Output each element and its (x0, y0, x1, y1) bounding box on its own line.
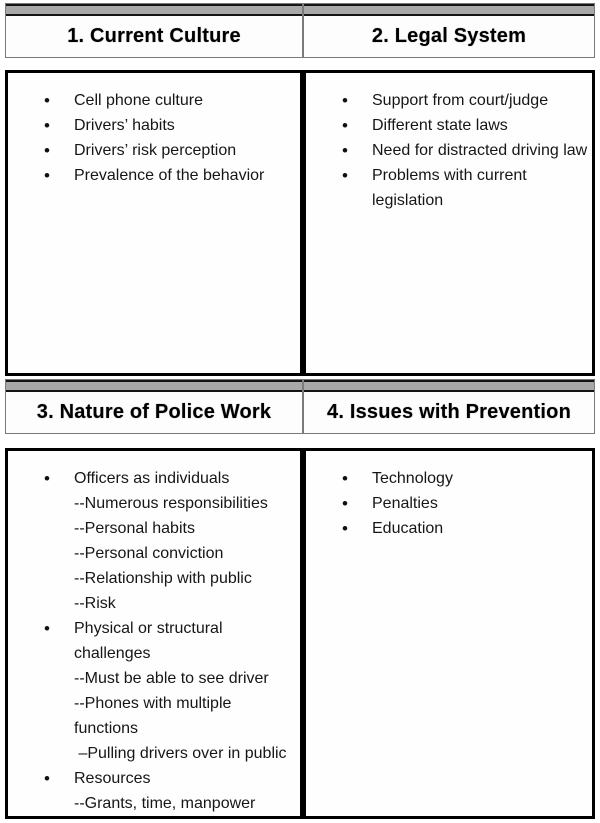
gray-accent-bar (304, 4, 594, 16)
sub-item-text: --Must be able to see driver (74, 670, 269, 687)
content-cell-nature-of-police-work (5, 448, 303, 819)
list-item-text (372, 138, 587, 163)
list-item (342, 138, 588, 163)
bullet-icon: • (44, 91, 50, 110)
list-item (44, 766, 296, 816)
section-title-issues-with-prevention: 4. Issues with Prevention (327, 401, 571, 423)
bullet-icon: • (342, 116, 348, 135)
list-item-main-text: Prevalence of the behavior (74, 167, 265, 184)
sub-item-text: --Personal habits (74, 520, 195, 537)
content-cell-issues-with-prevention (303, 448, 595, 819)
list-item (342, 491, 588, 516)
sub-item-text: --Grants, time, manpower (74, 795, 256, 812)
list-item-text (372, 88, 548, 113)
section-title-nature-of-police-work: 3. Nature of Police Work (36, 401, 272, 423)
list-item (44, 138, 296, 163)
gray-accent-bar (6, 4, 302, 16)
sub-item-text: –Pulling drivers over in public (74, 745, 287, 762)
list-item-text (372, 491, 438, 516)
bullet-list-legal-system (342, 88, 588, 213)
list-item-main-text: Education (372, 520, 444, 537)
list-item (44, 88, 296, 113)
list-item-text (372, 516, 443, 541)
list-item-text (74, 466, 268, 616)
bullet-icon: • (44, 619, 50, 638)
gray-accent-bar (304, 380, 594, 392)
bullet-icon: • (342, 141, 348, 160)
list-item-main-text: Penalties (372, 495, 438, 512)
list-item (44, 616, 296, 766)
bullet-icon: • (44, 166, 50, 185)
header-cell-legal-system (303, 3, 595, 58)
list-item (342, 516, 588, 541)
list-item-text (74, 113, 175, 138)
list-item (342, 113, 588, 138)
list-item-text (74, 766, 255, 816)
list-item (44, 113, 296, 138)
list-item-text (372, 113, 508, 138)
bullet-list-current-culture (44, 88, 296, 188)
sub-item-text: --Risk (74, 595, 116, 612)
list-item-text (74, 88, 203, 113)
list-item-text (74, 138, 236, 163)
header-cell-nature-of-police-work (5, 379, 303, 434)
content-cell-current-culture (5, 70, 303, 376)
content-cell-legal-system (303, 70, 595, 376)
bullet-icon: • (342, 91, 348, 110)
gray-accent-bar (6, 380, 302, 392)
list-item-text (74, 163, 264, 188)
list-item-main-text: Drivers’ risk perception (74, 142, 237, 159)
list-item-main-text: Different state laws (372, 117, 508, 134)
section-title-current-culture: 1. Current Culture (67, 25, 241, 47)
list-item-text (372, 163, 588, 213)
spacer (5, 58, 595, 70)
section-title-legal-system: 2. Legal System (371, 25, 527, 47)
content-row-top (5, 70, 595, 376)
sub-item-text: --Numerous responsibilities (74, 495, 268, 512)
list-item (342, 466, 588, 491)
bullet-list-nature-of-police-work (44, 466, 296, 816)
list-item-main-text: Drivers’ habits (74, 117, 175, 134)
bullet-icon: • (342, 519, 348, 538)
list-item (342, 88, 588, 113)
list-item-main-text: Technology (372, 470, 453, 487)
sub-item-text: --Personal conviction (74, 545, 224, 562)
list-item-main-text: Cell phone culture (74, 92, 203, 109)
list-item-main-text: Problems with current legislation (372, 167, 527, 209)
list-item (342, 163, 588, 213)
header-cell-issues-with-prevention (303, 379, 595, 434)
header-row-bottom (5, 379, 595, 434)
bullet-icon: • (44, 769, 50, 788)
bullet-icon: • (44, 141, 50, 160)
list-item-text (74, 616, 290, 766)
list-item (44, 466, 296, 616)
list-item-main-text: Officers as individuals (74, 470, 230, 487)
list-item-text (372, 466, 453, 491)
bullet-icon: • (44, 469, 50, 488)
list-item-main-text: Support from court/judge (372, 92, 549, 109)
sub-item-text: --Relationship with public (74, 570, 252, 587)
bullet-icon: • (342, 494, 348, 513)
sub-item-text: --Phones with multiple functions (74, 695, 232, 737)
list-item-main-text: Need for distracted driving law (372, 142, 588, 159)
list-item (44, 163, 296, 188)
list-item-main-text: Resources (74, 770, 151, 787)
bullet-list-issues-with-prevention (342, 466, 588, 541)
content-row-bottom (5, 448, 595, 819)
header-cell-current-culture (5, 3, 303, 58)
bullet-icon: • (44, 116, 50, 135)
spacer (5, 434, 595, 448)
bullet-icon: • (342, 166, 348, 185)
header-row-top (5, 3, 595, 58)
bullet-icon: • (342, 469, 348, 488)
list-item-main-text: Physical or structural challenges (74, 620, 223, 662)
